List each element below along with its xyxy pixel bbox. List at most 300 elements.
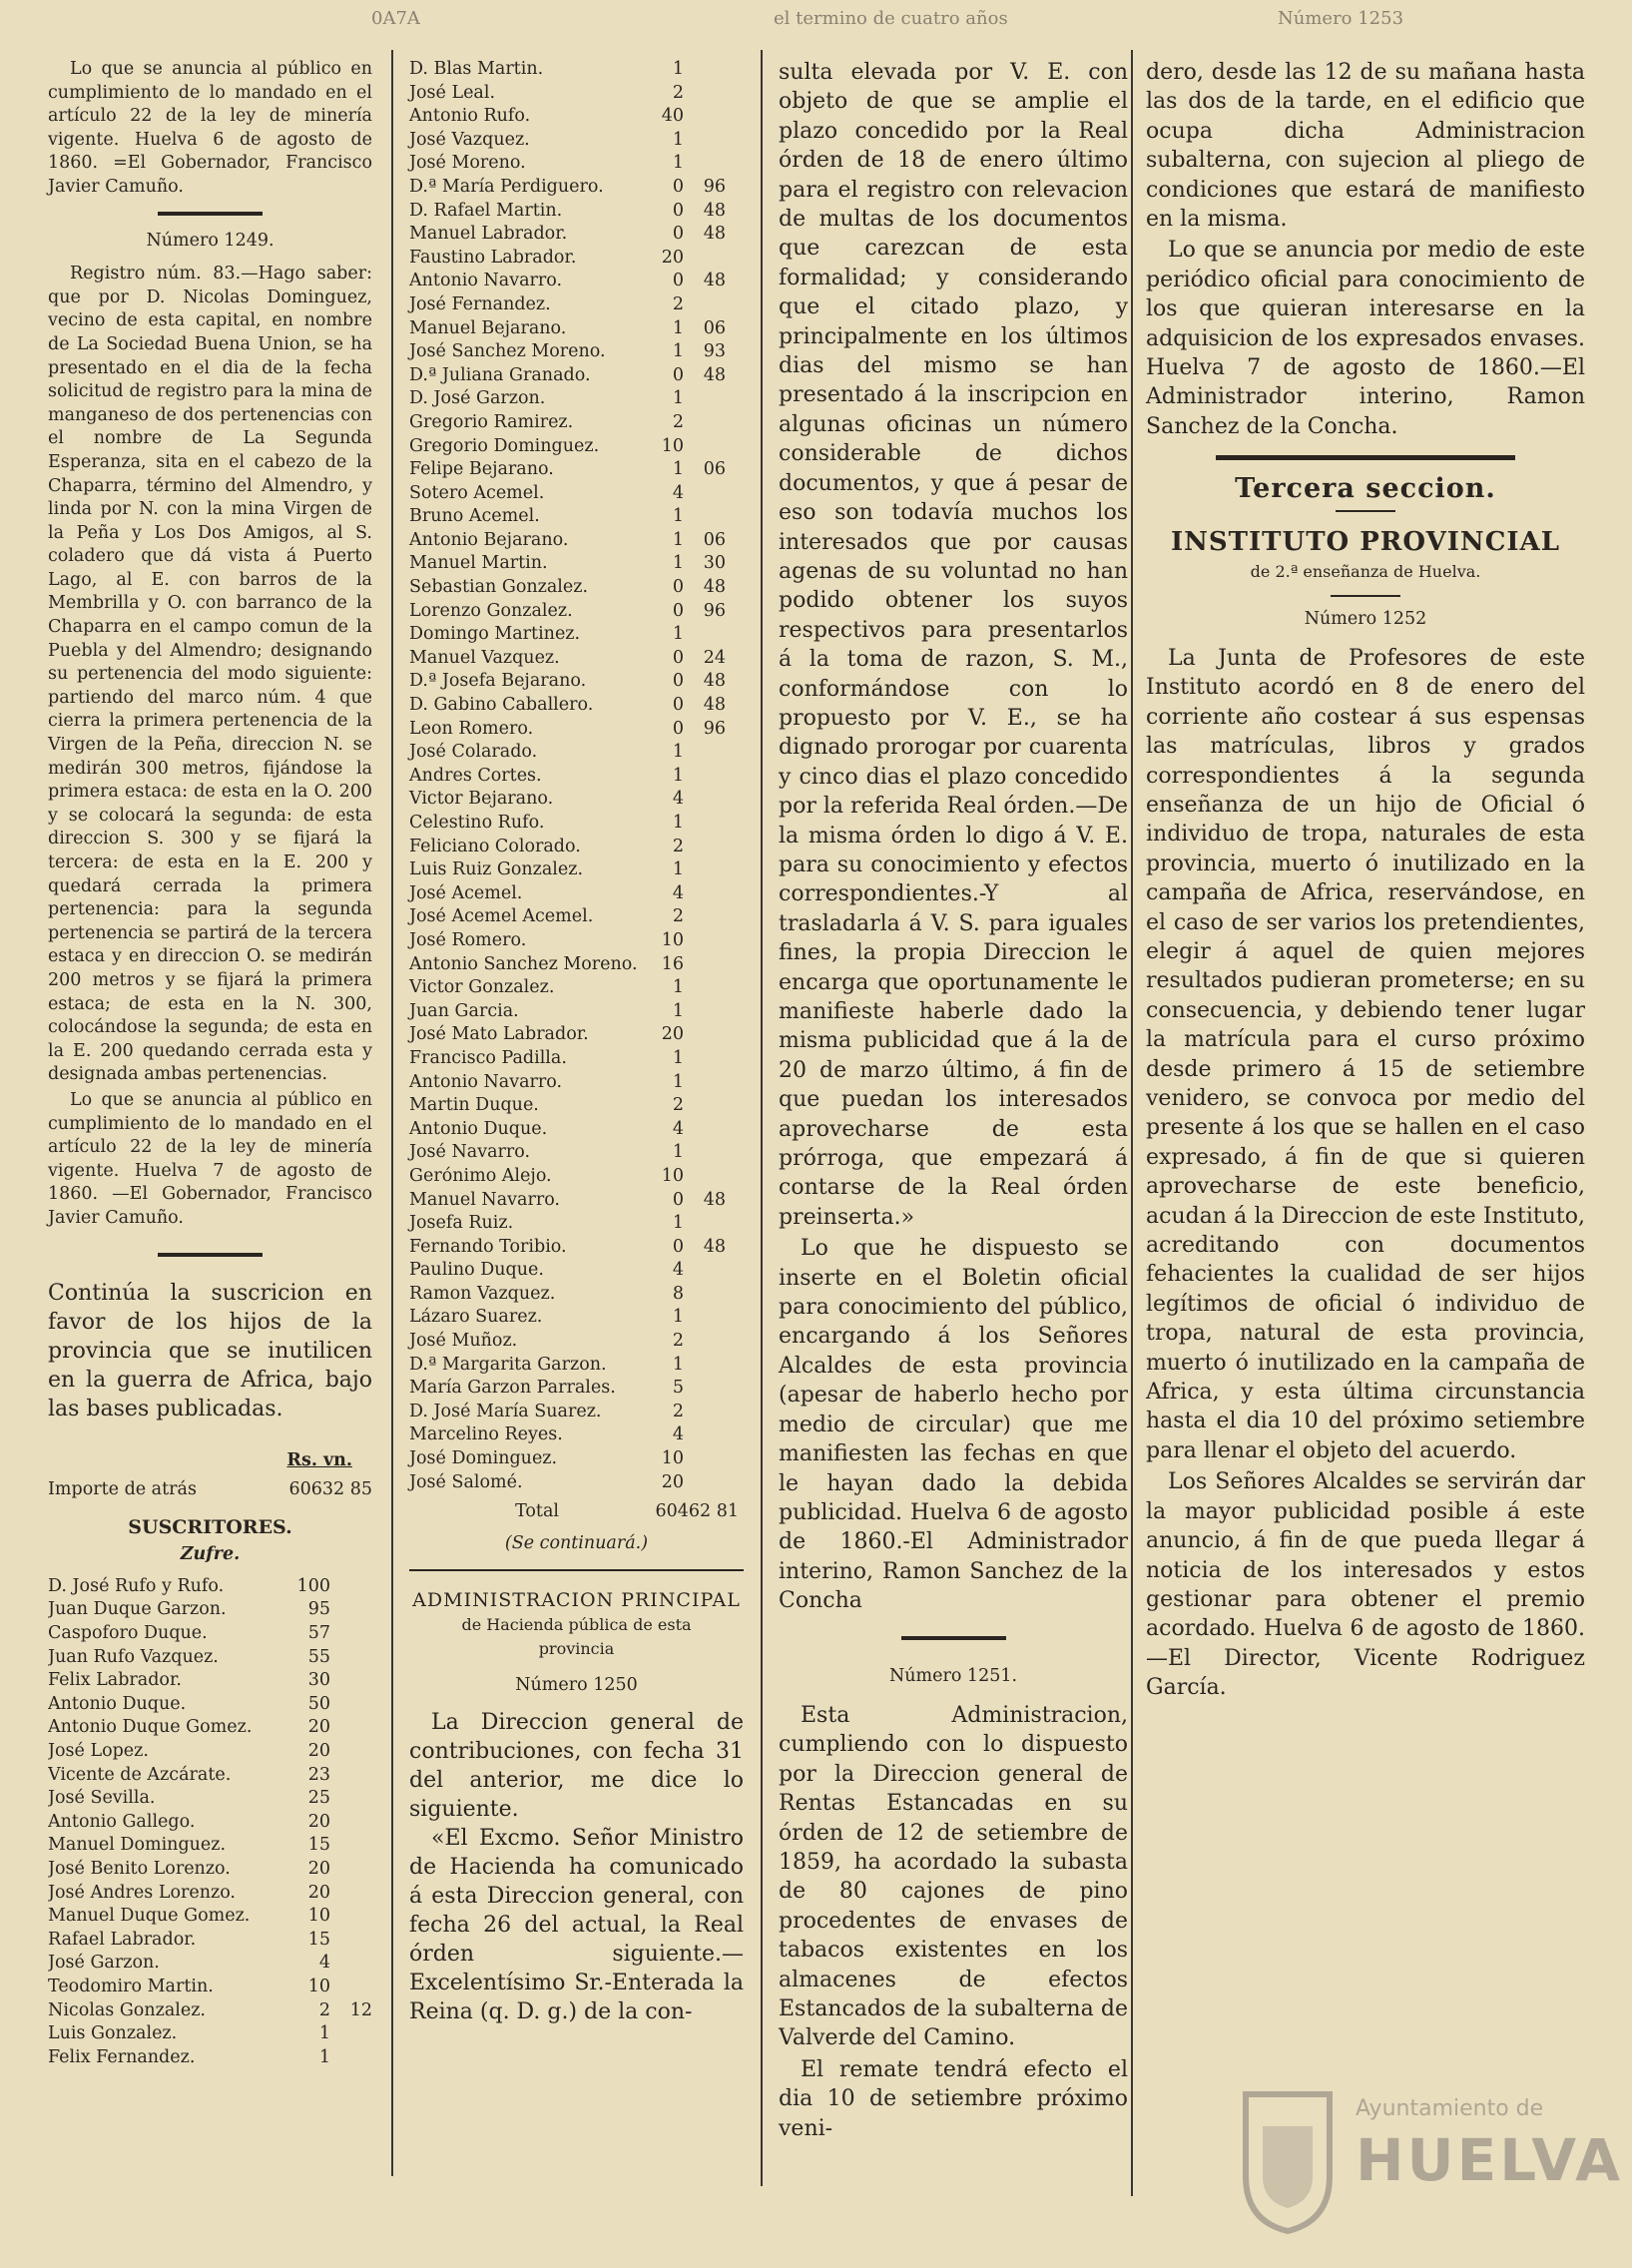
amount-cents: 12: [349, 1999, 372, 2020]
amount-cents: 48: [703, 1189, 726, 1210]
amount-reales: 0: [672, 271, 684, 291]
amount-reales: 55: [307, 1646, 330, 1667]
list-item: [409, 1259, 744, 1283]
amount-reales: 1: [672, 59, 684, 79]
amount-reales: 2: [672, 906, 684, 927]
amount-cents: [684, 1047, 726, 1071]
subscriber-name: Antonio Bejarano.: [409, 529, 569, 550]
column-rule-3: [1131, 50, 1133, 2196]
amount-cents: [684, 411, 726, 435]
amount-reales: 1: [672, 506, 684, 527]
amount-reales: 20: [307, 1882, 330, 1903]
subscriber-name: Antonio Rufo.: [409, 106, 531, 127]
amount-cents: [684, 1401, 726, 1424]
list-item: [48, 1716, 372, 1740]
list-item: [48, 1858, 372, 1882]
amount-reales: 1: [672, 459, 684, 480]
subscriber-name: Antonio Navarro.: [409, 271, 563, 291]
list-item: [48, 1882, 372, 1906]
amount-cents: [684, 152, 726, 176]
amount-reales: 2: [672, 1331, 684, 1352]
amount-cents: 48: [703, 671, 726, 692]
list-item: [48, 1575, 372, 1599]
list-item: [409, 552, 744, 576]
list-item: [48, 1740, 372, 1764]
amount-reales: 0: [672, 364, 684, 385]
amount-cents: [330, 1740, 372, 1764]
amount-cents: [684, 1118, 726, 1142]
amount-cents: 96: [703, 718, 726, 739]
subscriber-name: Antonio Gallego.: [48, 1811, 196, 1832]
amount-cents: [684, 1165, 726, 1189]
list-item: [409, 1236, 744, 1260]
amount-reales: 4: [672, 882, 684, 903]
subscriber-name: Rafael Labrador.: [48, 1929, 197, 1950]
list-item: [409, 1330, 744, 1354]
remate-paragraph: El remate tendrá efecto el dia 10 de setiembre próximo veni-: [779, 2056, 1128, 2141]
subscriber-name: Antonio Duque.: [409, 1118, 548, 1139]
subscriber-name: D. José Rufo y Rufo.: [48, 1575, 225, 1596]
column-2: [409, 58, 744, 2026]
amount-cents: [330, 2046, 372, 2070]
amount-cents: [330, 1646, 372, 1670]
amount-reales: 0: [672, 1189, 684, 1210]
amount-reales: 1: [672, 813, 684, 833]
list-item: [409, 836, 744, 859]
amount-cents: [330, 1882, 372, 1906]
subscriber-name: José Fernandez.: [409, 293, 551, 314]
amount-reales: 20: [661, 1024, 684, 1045]
amount-cents: 96: [703, 600, 726, 621]
column-rule-1: [391, 50, 393, 2176]
list-item: [409, 1023, 744, 1047]
amount-cents: [684, 435, 726, 459]
subscriber-name: José Sanchez Moreno.: [409, 341, 606, 362]
subscriber-name: José Navarro.: [409, 1142, 531, 1163]
list-item: [409, 670, 744, 694]
column-1: [48, 58, 372, 2069]
amount-reales: 1: [672, 742, 684, 763]
amount-reales: 2: [672, 1401, 684, 1421]
amount-cents: [684, 1071, 726, 1095]
subscriber-name: Andres Cortes.: [409, 765, 542, 786]
amount-reales: 1: [672, 1354, 684, 1375]
importe-value: 60632 85: [288, 1479, 372, 1500]
amount-cents: 06: [703, 459, 726, 480]
subscriber-name: Teodomiro Martin.: [48, 1976, 214, 1996]
amount-cents: 06: [703, 317, 726, 338]
amount-reales: 0: [672, 647, 684, 668]
amount-cents: 48: [703, 577, 726, 598]
amount-cents: [330, 1716, 372, 1740]
amount-reales: 30: [307, 1670, 330, 1691]
subscriber-name: D.ª Josefa Bejarano.: [409, 671, 587, 692]
amount-cents: [684, 953, 726, 977]
list-item: [409, 600, 744, 624]
amount-reales: 1: [318, 2023, 330, 2044]
notice-outro: Lo que se anuncia al público en cumplimiento de lo mandado en el artículo 22 de la ley de minería vigente. Huelva 7 de agosto de 1860. —El Gobernador, Francisco Javier Camuño.: [48, 1089, 372, 1228]
amount-reales: 15: [307, 1929, 330, 1950]
divider: [901, 1636, 1006, 1640]
amount-cents: [330, 1834, 372, 1858]
amount-cents: [330, 1669, 372, 1693]
subscriber-name: Luis Gonzalez.: [48, 2023, 178, 2044]
amount-reales: 100: [296, 1575, 330, 1596]
amount-reales: 1: [672, 1142, 684, 1163]
list-item: [409, 647, 744, 671]
list-item: [409, 858, 744, 882]
amount-reales: 23: [307, 1764, 330, 1785]
subscriber-name: Vicente de Azcárate.: [48, 1764, 232, 1785]
subscriber-name: Fernando Toribio.: [409, 1236, 567, 1257]
list-item: [409, 953, 744, 977]
amount-cents: [684, 247, 726, 271]
suscricion-text: Continúa la suscricion en favor de los hijos de la provincia que se inutilicen en la guerra de Africa, bajo las bases publicadas.: [48, 1280, 372, 1421]
total-value: 60462 81: [655, 1501, 739, 1522]
amount-cents: [684, 1306, 726, 1330]
subscriber-name: Francisco Padilla.: [409, 1047, 567, 1068]
subscriber-list-1: [48, 1575, 372, 2069]
list-item: [409, 882, 744, 906]
amount-cents: 48: [703, 200, 726, 221]
list-item: [409, 1141, 744, 1165]
subscriber-name: D. José Garzon.: [409, 388, 546, 409]
subscriber-name: Ramon Vazquez.: [409, 1283, 556, 1304]
subscriber-name: Nicolas Gonzalez.: [48, 1999, 206, 2020]
list-item: [409, 458, 744, 482]
amount-cents: [684, 1141, 726, 1165]
list-item: [409, 976, 744, 1000]
amount-reales: 1: [672, 765, 684, 786]
alcaldes-paragraph: Los Señores Alcaldes se servirán dar la mayor publicidad posible á este anuncio, á fin de que pueda llegar á noticia de los interesados y estos gestionar para obtener el premio acordado. Huelva 6 de agosto de 1860.—El Director, Vicente Rodriguez García.: [1146, 1469, 1585, 1701]
subscriber-name: Juan Garcia.: [409, 1000, 519, 1021]
subscriber-name: José Garzon.: [48, 1953, 160, 1974]
amount-reales: 1: [318, 2046, 330, 2067]
amount-reales: 20: [307, 1811, 330, 1832]
amount-reales: 2: [318, 1999, 330, 2020]
list-item: [48, 1787, 372, 1811]
divider: [158, 212, 263, 216]
subscriber-name: José Muñoz.: [409, 1331, 518, 1352]
subscriber-name: Caspoforo Duque.: [48, 1623, 208, 1644]
amount-cents: 06: [703, 529, 726, 550]
subscriber-name: José Mato Labrador.: [409, 1024, 589, 1045]
list-item: [409, 1000, 744, 1024]
subscriber-name: Feliciano Colorado.: [409, 836, 581, 856]
page-mark-left: 0A7A: [371, 8, 420, 29]
amount-cents: [330, 1858, 372, 1882]
amount-reales: 1: [672, 1071, 684, 1092]
list-item: [409, 1471, 744, 1495]
list-item: [409, 1447, 744, 1471]
amount-cents: [330, 1811, 372, 1835]
list-item: [409, 741, 744, 765]
subscriber-name: Sebastian Gonzalez.: [409, 577, 589, 598]
list-item: [409, 1283, 744, 1307]
amount-cents: 30: [703, 553, 726, 574]
subscriber-name: Manuel Dominguez.: [48, 1835, 227, 1856]
registro-text: Registro núm. 83.—Hago saber: que por D. Nicolas Dominguez, vecino de esta capital, en nombre de La Sociedad Buena Union, se ha presentado en el dia de la fecha solicitud de registro para la mina de manganeso de dos pertenencias con el nombre de La Segunda Esperanza, sita en el cabezo de la Chaparra, término del Almendro, y linda por N. con la mina Virgen de la Peña y Los Dos Amigos, al S. coladero que dá vista á Puerto Lago, al E. con barros de la Membrilla y O. con barranco de la Chaparra en el campo comun de la Puebla y del Almendro; designando su pertenencia del modo siguiente: partiendo del marco núm. 4 que cierra la primera pertenencia de la Virgen de la Peña, direccion N. se medirán 300 metros, fijándose la primera estaca: de esta en la O. 200 y se colocará la segunda: de esta direccion S. 300 y se fijará la tercera: de esta en la E. 200 y quedará cerrada la primera pertenencia: para la segunda pertenencia se partirá de la tercera estaca y en direccion O. se medirán 200 metros y se fijará la primera estaca; de esta en la N. 300, colocándose la segunda; de esta en la E. 200 quedando cerrada esta y designada ambas pertenencias.: [48, 264, 372, 1085]
amount-reales: 1: [672, 388, 684, 409]
amount-reales: 1: [672, 153, 684, 174]
amount-cents: [684, 1283, 726, 1307]
notice-number-1249: Número 1249.: [146, 230, 274, 251]
subscriber-name: D.ª Juliana Granado.: [409, 364, 591, 385]
amount-reales: 20: [307, 1717, 330, 1738]
subscriber-name: Sotero Acemel.: [409, 482, 545, 503]
list-item: [409, 1377, 744, 1401]
subscriber-name: María Garzon Parrales.: [409, 1378, 616, 1399]
importe-label: Importe de atrás: [48, 1479, 197, 1500]
list-item: [409, 905, 744, 929]
amount-reales: 0: [672, 577, 684, 598]
amount-reales: 10: [307, 1906, 330, 1927]
institute-title: INSTITUTO PROVINCIAL: [1170, 526, 1561, 557]
list-item: [48, 1976, 372, 1999]
subasta-paragraph: Esta Administracion, cumpliendo con lo dispuesto por la Direccion general de Rentas Estancadas en su órden de 12 de setiembre de 1859, ha acordado la subasta de 80 cajones de pino procedentes de envases de tabacos existentes en los almacenes de efectos Estancados de la subalterna de Valverde del Camino.: [779, 1702, 1128, 2051]
watermark-line-1: Ayuntamiento de: [1356, 2096, 1544, 2121]
amount-cents: 93: [703, 341, 726, 362]
divider: [158, 1253, 263, 1257]
list-item: [409, 82, 744, 106]
subscriber-name: José Dominguez.: [409, 1448, 558, 1469]
amount-cents: [684, 836, 726, 859]
amount-cents: [684, 788, 726, 812]
subscriber-name: Juan Rufo Vazquez.: [48, 1646, 219, 1667]
amount-cents: 48: [703, 224, 726, 245]
subscriber-name: D. Gabino Caballero.: [409, 695, 594, 716]
amount-reales: 16: [661, 953, 684, 974]
amount-cents: [330, 1764, 372, 1788]
amount-reales: 50: [307, 1693, 330, 1714]
list-item: [409, 293, 744, 317]
list-item: [409, 223, 744, 247]
list-item: [48, 1764, 372, 1788]
amount-reales: 1: [672, 553, 684, 574]
amount-reales: 1: [672, 624, 684, 645]
amount-reales: 20: [307, 1859, 330, 1879]
list-item: [409, 435, 744, 459]
amount-cents: [684, 58, 726, 82]
institute-paragraph: La Junta de Profesores de este Instituto acordó en 8 de enero del corriente año costear á sus espensas las matrículas, libros y grados correspondientes á la segunda enseñanza de un hijo de Oficial ó individuo de tropa, naturales de esta provincia, muerto ó inutilizado en la campaña de Africa, reservándose, en el caso de ser varios los pretendientes, elegir á aquel de quien mejores resultados pudieran prometerse; en su consecuencia, y debiendo tener lugar la matrícula para el curso próximo desde primero á 15 de setiembre venidero, se convoca por medio del presente á los que se hallen en el caso expresado, á fin de que si quieren aprovecharse de este beneficio, acudan á la Direccion de este Instituto, acreditando con documentos fehacientes la cualidad de ser hijos legítimos de oficial ó individuo de tropa, natural de esta provincia, muerto ó inutilizado en la campaña de Africa, y esta última circunstancia hasta el dia 10 del próximo setiembre para llenar el objeto del acuerdo.: [1146, 645, 1585, 1463]
list-item: [409, 1047, 744, 1071]
subscriber-name: Gregorio Dominguez.: [409, 435, 600, 456]
subscriber-name: Manuel Martin.: [409, 553, 548, 574]
subscriber-name: Antonio Navarro.: [409, 1071, 563, 1092]
list-item: [48, 1952, 372, 1976]
list-item: [409, 1212, 744, 1236]
list-item: [409, 1165, 744, 1189]
divider: [1336, 510, 1395, 512]
admin-title: ADMINISTRACION PRINCIPAL: [412, 1589, 741, 1612]
list-item: [409, 152, 744, 176]
amount-cents: [684, 505, 726, 529]
subscriber-name: Gregorio Ramirez.: [409, 411, 574, 432]
subscriber-name: D.ª Margarita Garzon.: [409, 1354, 607, 1375]
amount-reales: 0: [672, 718, 684, 739]
amount-cents: 48: [703, 364, 726, 385]
subscriber-name: D. Rafael Martin.: [409, 200, 563, 221]
list-item: [409, 270, 744, 293]
suscritores-heading: SUSCRITORES.: [128, 1515, 292, 1538]
section-divider: [1216, 455, 1515, 460]
subscriber-name: Faustino Labrador.: [409, 247, 577, 268]
amount-reales: 15: [307, 1835, 330, 1856]
amount-cents: [684, 82, 726, 106]
amount-reales: 20: [307, 1741, 330, 1762]
amount-cents: [330, 1598, 372, 1622]
amount-cents: [684, 741, 726, 765]
amount-cents: [330, 1575, 372, 1599]
list-item: [409, 765, 744, 789]
list-item: [409, 1094, 744, 1118]
subscriber-name: Josefa Ruiz.: [409, 1213, 514, 1234]
shield-icon: [1238, 2086, 1338, 2236]
amount-cents: [684, 387, 726, 411]
list-item: [409, 1189, 744, 1213]
amount-reales: 1: [672, 1213, 684, 1234]
amount-cents: [330, 1787, 372, 1811]
subscriber-name: Felix Fernandez.: [48, 2046, 196, 2067]
list-item: [409, 105, 744, 129]
amount-reales: 57: [307, 1623, 330, 1644]
amount-cents: [684, 623, 726, 647]
amount-reales: 2: [672, 836, 684, 856]
section-heading: Tercera seccion.: [1235, 473, 1496, 505]
total-row: [409, 1500, 744, 1524]
list-item: [409, 176, 744, 200]
list-item: [409, 529, 744, 553]
amount-reales: 1: [672, 1047, 684, 1068]
amount-reales: 40: [661, 106, 684, 127]
subscriber-name: Manuel Vazquez.: [409, 647, 560, 668]
subscriber-name: Juan Duque Garzon.: [48, 1599, 227, 1620]
amount-reales: 10: [661, 929, 684, 950]
amount-reales: 0: [672, 176, 684, 197]
amount-cents: [330, 1905, 372, 1929]
list-item: [409, 482, 744, 506]
amount-reales: 10: [661, 435, 684, 456]
subscriber-name: Manuel Duque Gomez.: [48, 1906, 251, 1927]
divider: [1331, 595, 1400, 597]
amount-cents: [330, 2022, 372, 2046]
amount-cents: [684, 858, 726, 882]
amount-cents: [684, 482, 726, 506]
amount-reales: 2: [672, 82, 684, 103]
amount-reales: 1: [672, 977, 684, 998]
amount-reales: 25: [307, 1788, 330, 1809]
list-item: [409, 1401, 744, 1424]
list-item: [409, 1423, 744, 1447]
subscriber-name: Celestino Rufo.: [409, 813, 545, 833]
amount-cents: [684, 293, 726, 317]
subscriber-name: Antonio Duque.: [48, 1693, 187, 1714]
amount-cents: 48: [703, 271, 726, 291]
amount-reales: 1: [672, 529, 684, 550]
amount-reales: 4: [672, 482, 684, 503]
currency-header: Rs. vn.: [286, 1449, 352, 1470]
subscriber-name: Bruno Acemel.: [409, 506, 540, 527]
subscriber-name: D. José María Suarez.: [409, 1401, 602, 1421]
total-label: Total: [515, 1501, 559, 1522]
list-item: [48, 1598, 372, 1622]
list-item: [48, 1693, 372, 1717]
subscriber-name: José Colarado.: [409, 742, 538, 763]
amount-reales: 4: [672, 1118, 684, 1139]
list-item: [409, 1354, 744, 1378]
amount-reales: 2: [672, 1095, 684, 1116]
list-item: [409, 200, 744, 224]
subscriber-name: José Vazquez.: [409, 129, 530, 150]
amount-cents: [330, 1929, 372, 1953]
subscriber-name: Leon Romero.: [409, 718, 534, 739]
divider: [409, 1569, 744, 1571]
admin-subtitle: de Hacienda pública de esta provincia: [461, 1615, 692, 1658]
amount-reales: 2: [672, 293, 684, 314]
subscriber-name: José Acemel.: [409, 882, 523, 903]
subscriber-name: Victor Gonzalez.: [409, 977, 555, 998]
amount-reales: 1: [672, 1307, 684, 1328]
subscriber-name: Gerónimo Alejo.: [409, 1165, 552, 1186]
amount-cents: [684, 1447, 726, 1471]
column-4: [1146, 58, 1585, 1705]
amount-reales: 4: [672, 1424, 684, 1445]
list-item: [409, 505, 744, 529]
amount-reales: 20: [661, 1471, 684, 1492]
amount-cents: [684, 812, 726, 836]
amount-cents: [684, 1023, 726, 1047]
notice-intro: Lo que se anuncia al público en cumplimiento de lo mandado en el artículo 22 de la ley de minería vigente. Huelva 6 de agosto de 1860. =El Gobernador, Francisco Javier Camuño.: [48, 59, 372, 197]
list-item: [409, 387, 744, 411]
amount-cents: [330, 1976, 372, 1999]
list-item: [409, 788, 744, 812]
amount-cents: [330, 1622, 372, 1646]
admin-paragraph-1: La Direccion general de contribuciones, con fecha 31 del anterior, me dice lo siguiente.: [409, 1709, 744, 1822]
subscriber-name: José Lopez.: [48, 1741, 149, 1762]
list-item: [48, 1999, 372, 2023]
list-item: [48, 1929, 372, 1953]
list-item: [48, 1669, 372, 1693]
amount-cents: [684, 929, 726, 953]
amount-reales: 0: [672, 224, 684, 245]
watermark-logo: [1238, 2066, 1624, 2256]
amount-cents: [684, 1212, 726, 1236]
amount-reales: 4: [318, 1953, 330, 1974]
subscriber-name: Luis Ruiz Gonzalez.: [409, 859, 584, 880]
amount-cents: [330, 1952, 372, 1976]
list-item: [409, 1071, 744, 1095]
subscriber-name: Paulino Duque.: [409, 1260, 544, 1281]
subscriber-list-2: [409, 58, 744, 1494]
subscriber-name: Manuel Bejarano.: [409, 317, 567, 338]
amount-reales: 10: [307, 1976, 330, 1996]
amount-reales: 5: [672, 1378, 684, 1399]
list-item: [409, 247, 744, 271]
list-item: [409, 1306, 744, 1330]
list-item: [409, 694, 744, 718]
list-item: [409, 623, 744, 647]
amount-cents: [684, 105, 726, 129]
amount-reales: 1: [672, 341, 684, 362]
amount-reales: 1: [672, 317, 684, 338]
amount-reales: 0: [672, 200, 684, 221]
amount-cents: [684, 1094, 726, 1118]
circular-closing: Lo que he dispuesto se inserte en el Boletin oficial para conocimiento del público, encargando á los Señores Alcaldes de esta provincia (apesar de haberlo hecho por medio de circular) que me manifiesten las fechas en que le hayan dado la debida publicidad. Huelva 6 de agosto de 1860.-El Administrador interino, Ramon Sanchez de la Concha: [779, 1236, 1128, 1614]
list-item: [409, 1118, 744, 1142]
amount-cents: 96: [703, 176, 726, 197]
subscriber-name: José Andres Lorenzo.: [48, 1882, 236, 1903]
amount-cents: [684, 1000, 726, 1024]
